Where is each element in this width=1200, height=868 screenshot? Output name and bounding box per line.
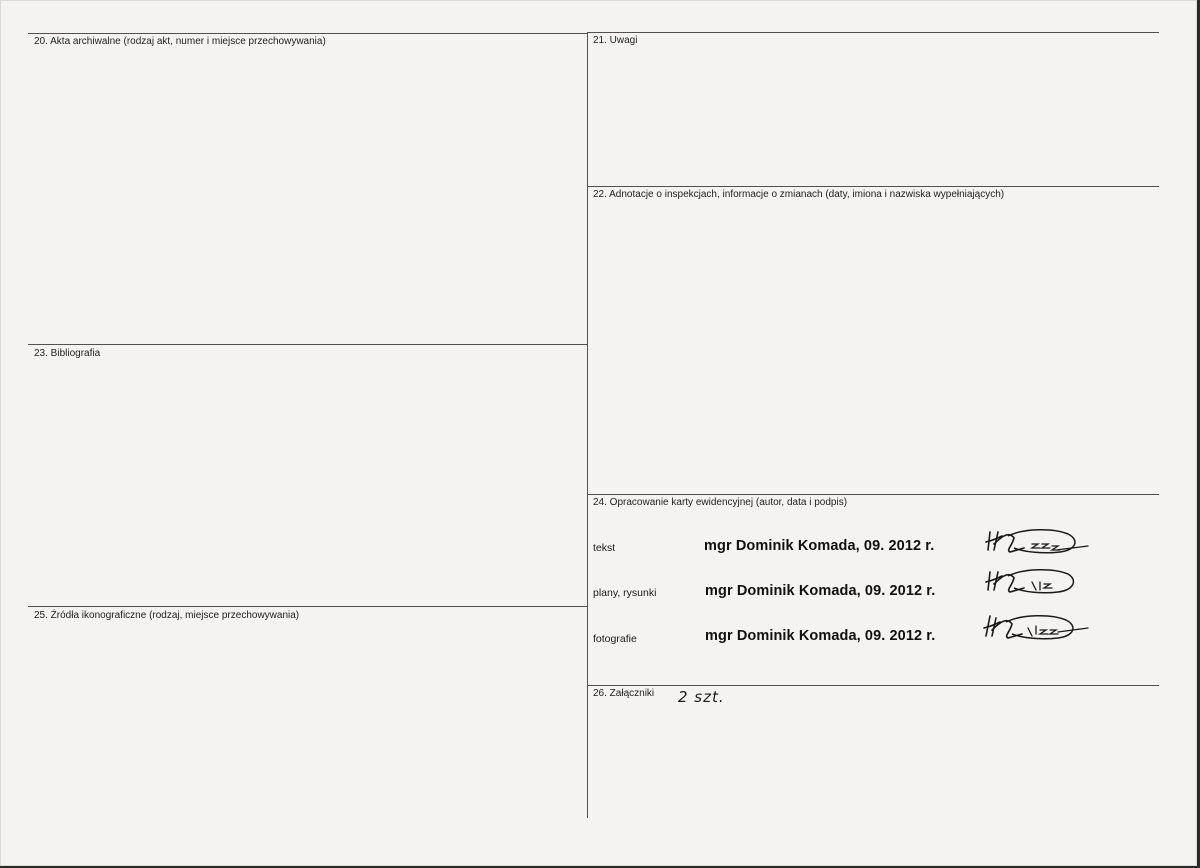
- field-20-label: 20. Akta archiwalne (rodzaj akt, numer i miejsce przechowywania): [34, 36, 326, 47]
- field-21-label: 21. Uwagi: [593, 35, 638, 46]
- rule-field-23: [28, 344, 588, 345]
- signature-photos: [982, 612, 1090, 642]
- rule-top-right: [588, 32, 1159, 33]
- authorship-author-photos: mgr Dominik Komada, 09. 2012 r.: [705, 628, 936, 644]
- rule-field-24: [588, 494, 1159, 495]
- authorship-type-text: tekst: [593, 542, 616, 554]
- authorship-type-photos: fotografie: [593, 633, 637, 645]
- column-divider: [587, 32, 588, 818]
- authorship-author-plans: mgr Dominik Komada, 09. 2012 r.: [705, 583, 936, 599]
- field-25-label: 25. Źródła ikonograficzne (rodzaj, miejsce przechowywania): [34, 610, 300, 621]
- signature-text: [984, 526, 1090, 558]
- rule-top-left: [28, 33, 588, 34]
- field-23-label: 23. Bibliografia: [34, 348, 101, 359]
- field-24-label: 24. Opracowanie karty ewidencyjnej (autor, data i podpis): [593, 497, 848, 508]
- field-26-label: 26. Załączniki: [593, 688, 655, 699]
- rule-field-25: [28, 606, 588, 607]
- rule-field-26: [588, 685, 1159, 686]
- rule-field-22: [588, 186, 1159, 187]
- attachments-value: 2 szt.: [678, 688, 725, 706]
- field-22-label: 22. Adnotacje o inspekcjach, informacje o zmianach (daty, imiona i nazwiska wypełniających): [593, 189, 1005, 200]
- authorship-author-text: mgr Dominik Komada, 09. 2012 r.: [704, 538, 935, 554]
- signature-plans: [984, 568, 1080, 598]
- authorship-type-plans: plany, rysunki: [593, 587, 657, 599]
